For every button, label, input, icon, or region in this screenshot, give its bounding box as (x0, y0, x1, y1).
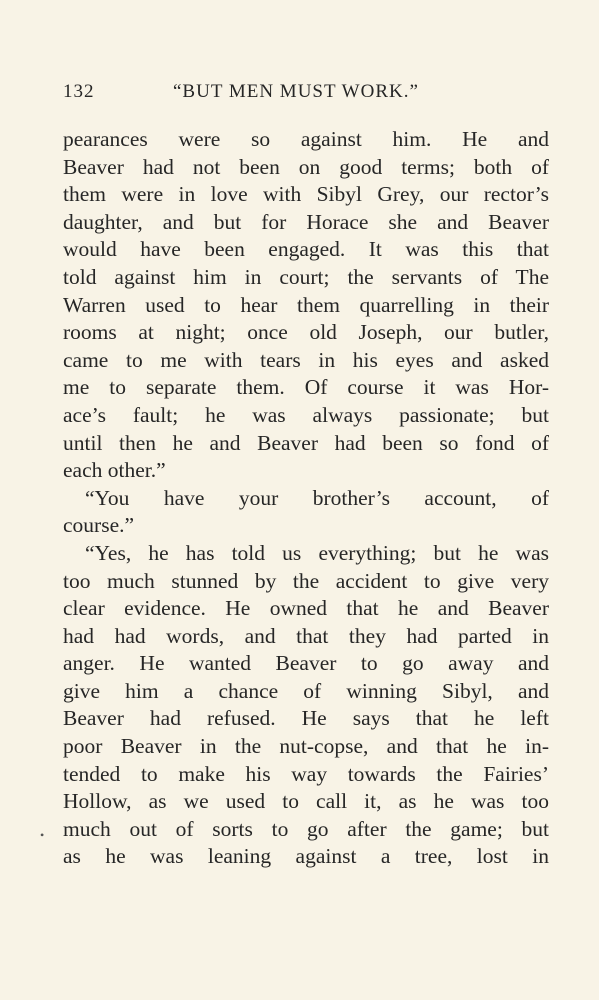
text-line: would have been engaged. It was this that (63, 237, 549, 262)
text-line: each other.” (63, 458, 166, 483)
text-line: had had words, and that they had parted in (63, 623, 549, 648)
text-line: Beaver had refused. He says that he left (63, 706, 549, 731)
body-text (63, 126, 549, 871)
text-line: told against him in court; the servants of The (63, 264, 549, 289)
margin-mark: • (40, 828, 45, 842)
text-line: me to separate them. Of course it was Hor- (63, 375, 549, 400)
text-line: too much stunned by the accident to give very (63, 568, 549, 593)
text-line: Hollow, as we used to call it, as he was too (63, 789, 549, 814)
text-line: daughter, and but for Horace she and Beaver (63, 209, 549, 234)
text-line: until then he and Beaver had been so fond of (63, 430, 549, 455)
text-line: course.” (63, 513, 135, 538)
text-line: much out of sorts to go after the game; but (63, 816, 549, 841)
text-line: Beaver had not been on good terms; both of (63, 154, 549, 179)
text-line: tended to make his way towards the Fairies’ (63, 761, 549, 786)
text-line: “You have your brother’s account, of (85, 485, 549, 510)
text-line: ace’s fault; he was always passionate; but (63, 402, 549, 427)
page-number: 132 (63, 81, 95, 102)
text-line: rooms at night; once old Joseph, our butler, (63, 320, 549, 345)
text-line: poor Beaver in the nut-copse, and that he in- (63, 734, 549, 759)
text-line: clear evidence. He owned that he and Beaver (63, 596, 549, 621)
text-line: “Yes, he has told us everything; but he was (85, 540, 549, 565)
text-line: came to me with tears in his eyes and asked (63, 347, 549, 372)
text-line: give him a chance of winning Sibyl, and (63, 678, 549, 703)
text-line: pearances were so against him. He and (63, 127, 549, 151)
text-line: them were in love with Sibyl Grey, our rector’s (63, 182, 549, 207)
running-title: “BUT MEN MUST WORK.” (173, 81, 419, 102)
text-line: as he was leaning against a tree, lost in (63, 844, 549, 869)
text-line: anger. He wanted Beaver to go away and (63, 651, 549, 676)
text-line: Warren used to hear them quarrelling in their (63, 292, 549, 317)
